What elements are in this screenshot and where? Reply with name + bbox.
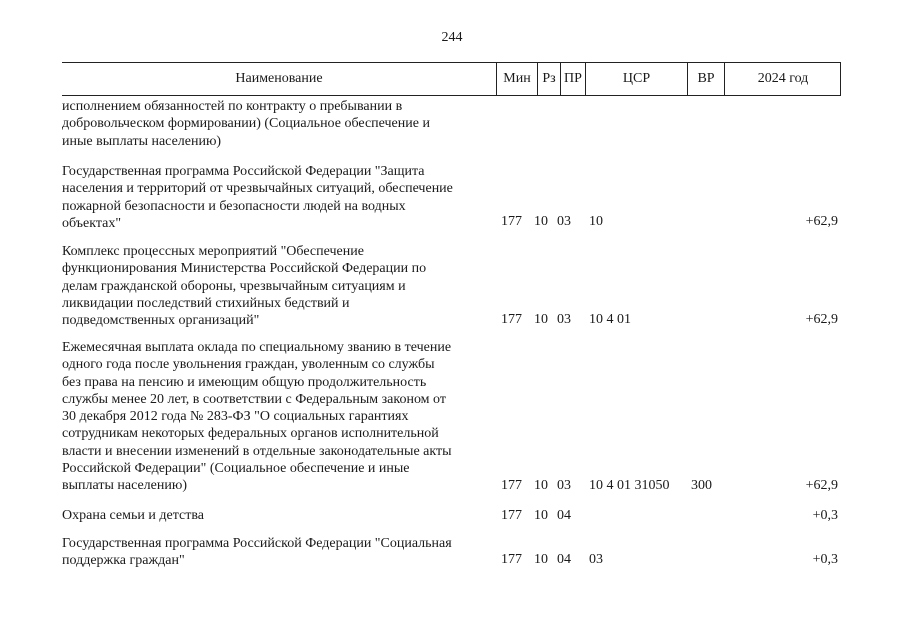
- name-line: иные выплаты населению): [62, 133, 222, 149]
- cell-rz: 10: [534, 508, 548, 523]
- header-right-border: [840, 63, 841, 95]
- cell-min: 177: [501, 552, 522, 567]
- header-vr: ВР: [687, 63, 724, 95]
- name-line: делам гражданской обороны, чрезвычайным ситуациям и: [62, 278, 406, 294]
- cell-csr: 10: [589, 214, 603, 229]
- cell-csr: 03: [589, 552, 603, 567]
- name-line: исполнением обязанностей по контракту о пребывании в: [62, 99, 403, 114]
- name-line: Комплекс процессных мероприятий "Обеспечение: [62, 244, 364, 259]
- name-line: поддержка граждан": [62, 553, 185, 569]
- header-year: 2024 год: [724, 63, 841, 95]
- name-line: Государственная программа Российской Федерации "Социальная: [62, 536, 452, 551]
- table-row-name: [62, 535, 492, 570]
- name-line: выплаты населению): [62, 478, 187, 494]
- name-line: ликвидации последствий стихийных бедствий и: [62, 295, 350, 311]
- cell-pr: 04: [557, 552, 571, 567]
- name-line: власти и внесении изменений в отдельные законодательные акты: [62, 443, 452, 459]
- name-line: подведомственных организаций": [62, 313, 260, 329]
- name-line: Охрана семьи и детства: [62, 508, 204, 523]
- cell-rz: 10: [534, 478, 548, 493]
- name-line: пожарной безопасности и безопасности людей на водных: [62, 198, 406, 214]
- header-min: Мин: [496, 63, 537, 95]
- cell-rz: 10: [534, 214, 548, 229]
- cell-csr: 10 4 01: [589, 312, 631, 327]
- name-line: добровольческом формировании) (Социальное обеспечение и: [62, 116, 430, 132]
- name-line: функционирования Министерства Российской Федерации по: [62, 261, 427, 277]
- name-line: Государственная программа Российской Федерации "Защита: [62, 164, 425, 179]
- header-name: Наименование: [235, 71, 323, 86]
- cell-min: 177: [501, 214, 522, 229]
- cell-min: 177: [501, 478, 522, 493]
- table-row-name: [62, 339, 492, 495]
- name-line: службы менее 20 лет, в соответствии с Федеральным законом от: [62, 391, 446, 407]
- cell-rz: 10: [534, 552, 548, 567]
- name-line: Ежемесячная выплата оклада по специальному званию в течение: [62, 340, 452, 355]
- cell-pr: 03: [557, 214, 571, 229]
- cell-pr: 04: [557, 508, 571, 523]
- cell-amount: +0,3: [812, 508, 838, 523]
- table-header: [62, 62, 841, 96]
- cell-vr: 300: [691, 478, 712, 493]
- name-line: 30 декабря 2012 года № 283-ФЗ "О социальных гарантиях: [62, 409, 409, 425]
- header-csr: ЦСР: [585, 63, 687, 95]
- cell-min: 177: [501, 312, 522, 327]
- name-line: сотрудникам некоторых федеральных органов исполнительной: [62, 426, 439, 442]
- name-line: Российской Федерации" (Социальное обеспечение и иные: [62, 461, 410, 477]
- cell-rz: 10: [534, 312, 548, 327]
- cell-pr: 03: [557, 478, 571, 493]
- table-row-name: [62, 243, 492, 329]
- table-row-name: [62, 163, 492, 232]
- cell-min: 177: [501, 508, 522, 523]
- name-line: одного года после увольнения граждан, уволенным со службы: [62, 357, 435, 373]
- cell-pr: 03: [557, 312, 571, 327]
- cell-amount: +62,9: [805, 214, 838, 229]
- header-rz: Рз: [537, 63, 560, 95]
- name-line: объектах": [62, 215, 122, 231]
- cell-csr: 10 4 01 31050: [589, 478, 670, 493]
- cell-amount: +62,9: [805, 312, 838, 327]
- cell-amount: +62,9: [805, 478, 838, 493]
- header-pr: ПР: [560, 63, 585, 95]
- name-line: без права на пенсию и имеющим общую продолжительность: [62, 374, 427, 390]
- table-row-name: [62, 98, 492, 150]
- cell-amount: +0,3: [812, 552, 838, 567]
- name-line: населения и территорий от чрезвычайных ситуаций, обеспечение: [62, 181, 453, 197]
- page-number: 244: [441, 30, 463, 45]
- table-row-name: [62, 507, 492, 524]
